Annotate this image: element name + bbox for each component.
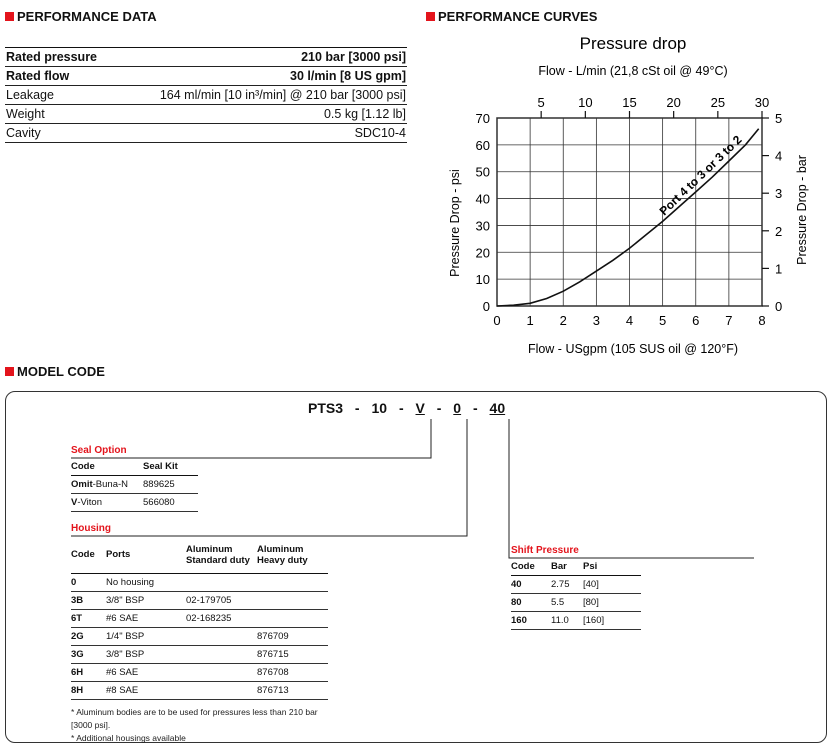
housing-row: 6T #6 SAE 02-168235 [71,610,328,628]
model-code-box [5,391,827,743]
y2-tick-label: 3 [775,186,783,202]
red-square-icon [426,12,435,21]
performance-curves-heading: PERFORMANCE CURVES [426,9,597,24]
x2-tick-label: 30 [754,95,770,110]
perf-row-rated-pressure: Rated pressure 210 bar [3000 psi] [5,47,407,67]
red-square-icon [5,367,14,376]
housing-notes: * Aluminum bodies are to be used for pressures less than 210 bar [3000 psi]. * Additional housings available [71,707,318,743]
shift-row: 160 11.0 [160] [511,612,641,630]
y-tick-label: 60 [475,137,490,153]
x-tick-label: 1 [526,313,534,328]
housing-rows [71,574,328,700]
seal-option-heading: Seal Option [71,445,127,456]
perf-row-weight: Weight 0.5 kg [1.12 lb] [5,105,407,124]
x2-tick-label: 25 [710,95,726,110]
bottom-axis-label: Flow - USgpm (105 SUS oil @ 120°F) [527,342,739,356]
seal-row: Omit-Buna-N 889625 [71,476,198,494]
housing-row: 3B 3/8" BSP 02-179705 [71,592,328,610]
perf-row-rated-flow: Rated flow 30 l/min [8 US gpm] [5,67,407,86]
x2-tick-label: 15 [622,95,637,110]
seal-option-table: Code Seal Kit Omit-Buna-N 889625 V-Viton 566080 [71,458,198,512]
chart-title: Pressure drop [579,34,687,53]
y-tick-label: 30 [475,218,490,234]
x2-tick-label: 5 [537,95,545,110]
y-tick-label: 50 [475,164,490,180]
y-tick-label: 70 [475,111,490,126]
code-housing-position: 0 [453,400,462,416]
housing-row: 6H #6 SAE 876708 [71,664,328,682]
code-seal-position: V [415,400,425,416]
housing-heading: Housing [71,523,111,534]
y-tick-label: 0 [482,299,490,314]
x-tick-label: 2 [559,313,567,328]
code-shift-position: 40 [489,400,506,416]
red-square-icon [5,12,14,21]
x-tick-label: 5 [659,313,667,328]
y-tick-label: 40 [475,191,490,207]
y2-tick-label: 2 [775,223,783,239]
model-code-string: PTS3 - 10 - V - 0 - 40 [308,400,506,416]
y-tick-label: 20 [475,245,490,261]
x-tick-label: 8 [758,313,766,328]
shift-row: 40 2.75 [40] [511,576,641,594]
shift-row: 80 5.5 [80] [511,594,641,612]
perf-row-cavity: Cavity SDC10-4 [5,124,407,143]
x-tick-label: 4 [625,313,634,328]
housing-row: 3G 3/8" BSP 876715 [71,646,328,664]
housing-row: 2G 1/4" BSP 876709 [71,628,328,646]
x-tick-label: 7 [725,313,733,328]
perf-row-leakage: Leakage 164 ml/min [10 in³/min] @ 210 bar [3000 psi] [5,86,407,105]
shift-pressure-table: Code Bar Psi 40 2.75 [40] 80 5.5 [80] 160 11.0 [160] [511,558,641,630]
performance-data-heading: PERFORMANCE DATA [5,9,157,24]
left-axis-label: Pressure Drop - psi [448,169,462,277]
x-tick-label: 0 [493,313,501,328]
housing-table: Code Ports Aluminum Standard duty Aluminum Heavy duty 0 No housing 3B 3/8" BSP 02-179705 6T #6 SAE 02-168235 2G 1/4" BSP 876709 3G 3/8" BSP 876715 6H #6 SAE 876708 8H #8 SAE 876713 * Aluminum bodies are to be used for pressures less than 210 bar [3000 psi]. * Additional housings available [71,536,328,745]
y2-tick-label: 0 [775,299,783,314]
model-code-heading: MODEL CODE [5,364,105,379]
housing-row: 0 No housing [71,574,328,592]
seal-row: V-Viton 566080 [71,494,198,512]
right-axis-label: Pressure Drop - bar [795,155,809,265]
y-tick-label: 10 [475,272,490,288]
shift-pressure-heading: Shift Pressure [511,545,579,556]
x2-tick-label: 10 [578,95,593,110]
top-axis-label: Flow - L/min (21,8 cSt oil @ 49°C) [538,64,728,78]
x2-tick-label: 20 [666,95,681,110]
performance-data-table [5,47,407,143]
chart-ticks [476,95,783,328]
y2-tick-label: 5 [775,111,783,126]
y2-tick-label: 1 [775,261,783,277]
x-tick-label: 6 [692,313,700,328]
y2-tick-label: 4 [775,148,783,164]
x-tick-label: 3 [592,313,600,328]
housing-row: 8H #8 SAE 876713 [71,682,328,700]
pressure-drop-chart [420,28,835,363]
curve-label: Port 4 to 3 or 3 to 2 [656,132,745,219]
